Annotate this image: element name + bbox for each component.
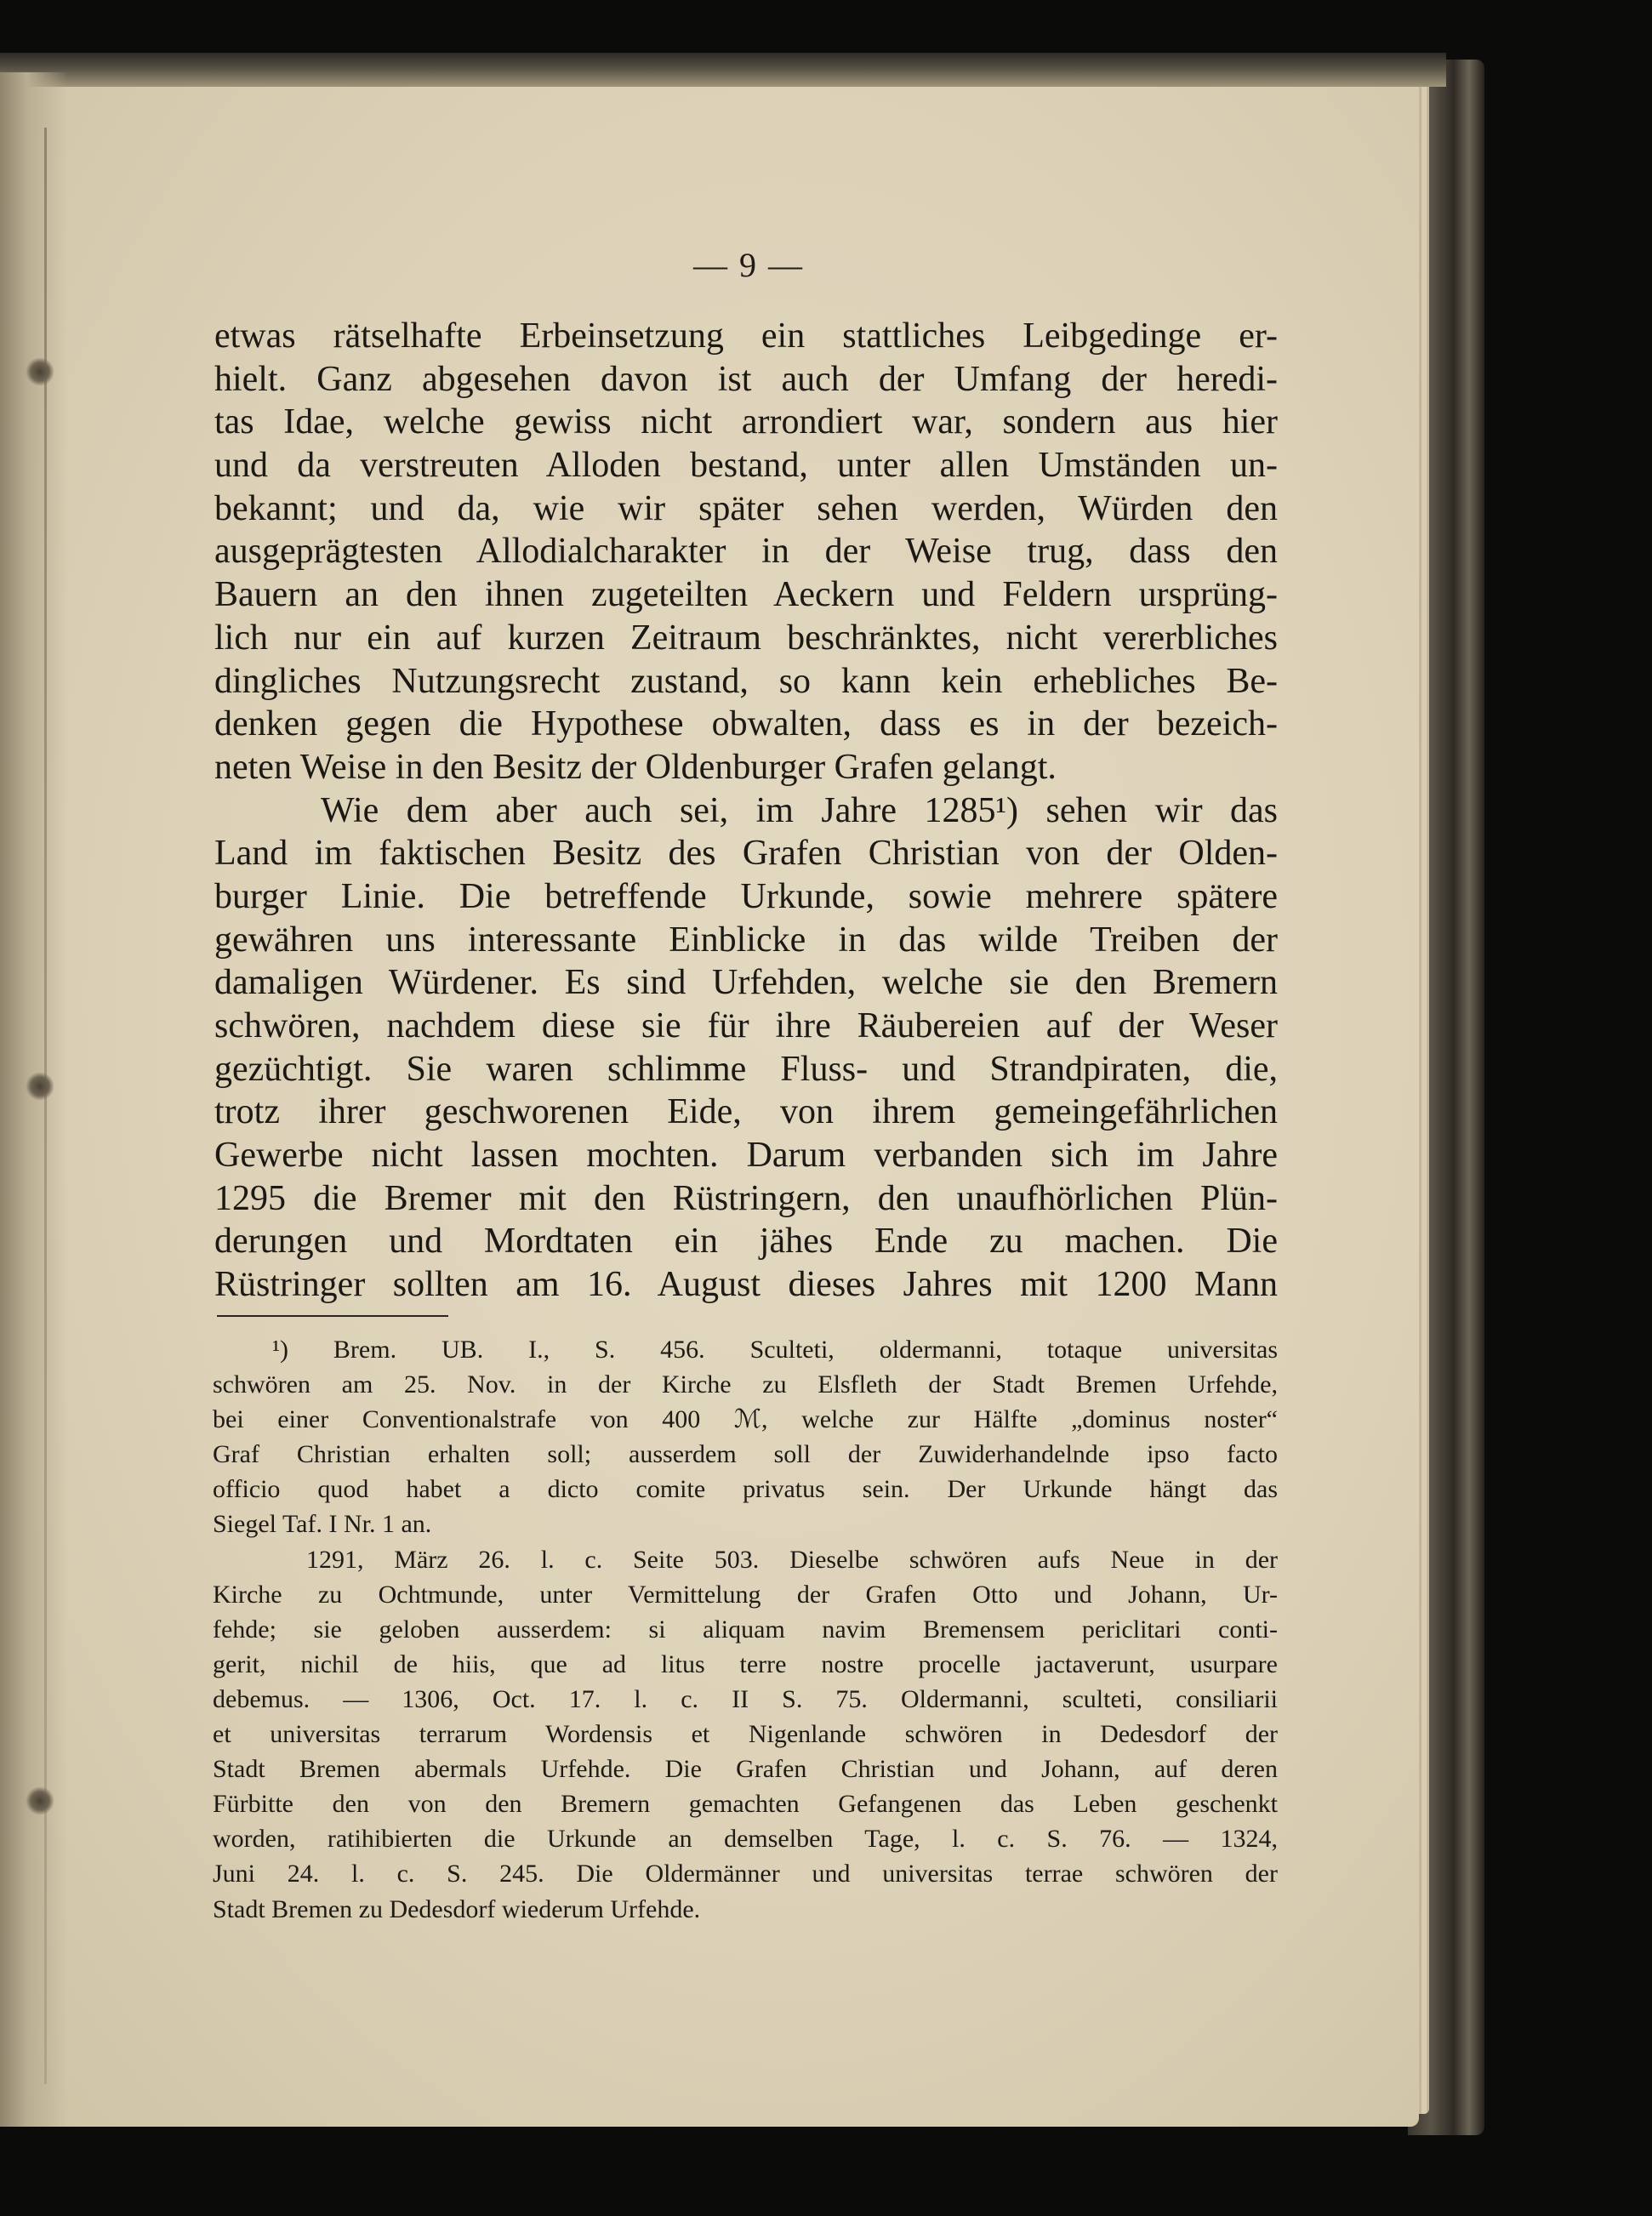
footnote-line: worden, ratihibierten die Urkunde an demselben Tage, l. c. S. 76. — 1324, [213, 1825, 1278, 1854]
stitch-mark [26, 357, 54, 386]
text-line: Gewerbe nicht lassen mochten. Darum verbanden sich im Jahre [214, 1136, 1278, 1176]
footnote-line: Stadt Bremen abermals Urfehde. Die Grafen Christian und Johann, auf deren [213, 1755, 1278, 1784]
page-number: — 9 — [693, 246, 804, 284]
text-line: hielt. Ganz abgesehen davon ist auch der Umfang der heredi- [214, 359, 1278, 399]
text-line: ausgeprägtesten Allodialcharakter in der Weise trug, dass den [214, 532, 1278, 572]
text-line: dingliches Nutzungsrecht zustand, so kann kein erhebliches Be- [214, 661, 1278, 701]
text-line: bekannt; und da, wie wir später sehen werden, Würden den [214, 488, 1278, 528]
text-line: lich nur ein auf kurzen Zeitraum beschränktes, nicht vererbliches [214, 618, 1278, 658]
footnote-line: Fürbitte den von den Bremern gemachten Gefangenen das Leben geschenkt [213, 1790, 1278, 1819]
footnote-line: et universitas terrarum Wordensis et Nigenlande schwören in Dedesdorf der [213, 1720, 1278, 1749]
footnote-line: Siegel Taf. I Nr. 1 an. [213, 1510, 432, 1539]
footnote-separator [217, 1315, 448, 1317]
text-line: damaligen Würdener. Es sind Urfehden, welche sie den Bremern [214, 963, 1278, 1003]
footnote-line: officio quod habet a dicto comite privatus sein. Der Urkunde hängt das [213, 1475, 1278, 1504]
text-line: und da verstreuten Alloden bestand, unter allen Umständen un- [214, 446, 1278, 486]
footnote-line: Kirche zu Ochtmunde, unter Vermittelung der Grafen Otto und Johann, Ur- [213, 1580, 1278, 1609]
text-line: gezüchtigt. Sie waren schlimme Fluss- und Strandpiraten, die, [214, 1049, 1278, 1089]
text-line: derungen und Mordtaten ein jähes Ende zu machen. Die [214, 1222, 1278, 1262]
text-line: gewähren uns interessante Einblicke in das wilde Treiben der [214, 920, 1278, 960]
text-line: neten Weise in den Besitz der Oldenburger Grafen gelangt. [214, 747, 1057, 787]
footnote-line: Juni 24. l. c. S. 245. Die Oldermänner und universitas terrae schwören der [213, 1860, 1278, 1888]
text-line: tas Idae, welche gewiss nicht arrondiert war, sondern aus hier [214, 402, 1278, 442]
text-line: Rüstringer sollten am 16. August dieses Jahres mit 1200 Mann [214, 1265, 1278, 1305]
footnotes [213, 1332, 1278, 1927]
stitch-mark [26, 1786, 54, 1815]
torn-top-strip [0, 53, 1446, 87]
footnote-line: fehde; sie geloben ausserdem: si aliquam navim Bremensem periclitari conti- [213, 1615, 1278, 1643]
text-line: trotz ihrer geschworenen Eide, von ihrem gemeingefährlichen [214, 1092, 1278, 1132]
text-line: Wie dem aber auch sei, im Jahre 1285¹) sehen wir das [321, 790, 1278, 830]
text-line: Land im faktischen Besitz des Grafen Christian von der Olden- [214, 834, 1278, 874]
footnote-line: gerit, nichil de hiis, que ad litus terre nostre procelle jactaverunt, usurpare [213, 1649, 1278, 1678]
text-line: schwören, nachdem diese sie für ihre Räubereien auf der Weser [214, 1006, 1278, 1045]
main-text [214, 315, 1278, 1307]
stitch-mark [26, 1072, 54, 1101]
footnote-line: 1291, März 26. l. c. Seite 503. Dieselbe schwören aufs Neue in der [306, 1545, 1278, 1574]
footnote-line: debemus. — 1306, Oct. 17. l. c. II S. 75. Oldermanni, sculteti, consiliarii [213, 1684, 1278, 1713]
footnote-line: schwören am 25. Nov. in der Kirche zu Elsfleth der Stadt Bremen Urfehde, [213, 1370, 1278, 1399]
footnote-line: bei einer Conventionalstrafe von 400 ℳ, welche zur Hälfte „dominus noster“ [213, 1405, 1278, 1434]
footnote-line: ¹) Brem. UB. I., S. 456. Sculteti, oldermanni, totaque universitas [272, 1336, 1278, 1364]
text-line: etwas rätselhafte Erbeinsetzung ein stattliches Leibgedinge er- [214, 316, 1278, 356]
text-line: Bauern an den ihnen zugeteilten Aeckern und Feldern ursprüng- [214, 575, 1278, 615]
text-line: denken gegen die Hypothese obwalten, dass es in der bezeich- [214, 704, 1278, 744]
footnote-line: Stadt Bremen zu Dedesdorf wiederum Urfehde. [213, 1894, 701, 1923]
text-line: 1295 die Bremer mit den Rüstringern, den unaufhörlichen Plün- [214, 1178, 1278, 1218]
text-line: burger Linie. Die betreffende Urkunde, sowie mehrere spätere [214, 876, 1278, 916]
footnote-line: Graf Christian erhalten soll; ausserdem soll der Zuwiderhandelnde ipso facto [213, 1440, 1278, 1469]
